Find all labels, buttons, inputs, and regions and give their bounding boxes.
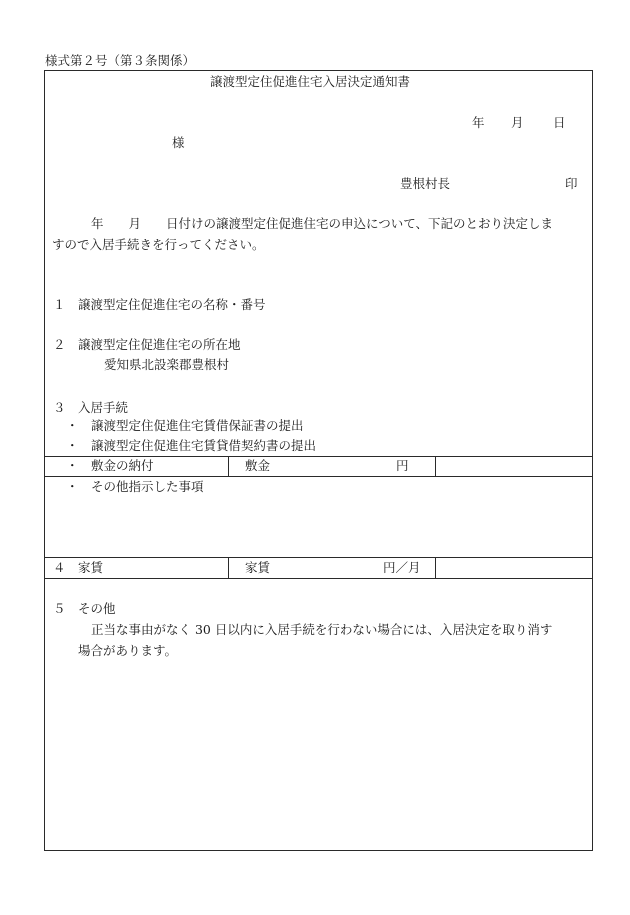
item4-label: 家賃 xyxy=(78,560,104,575)
item1-number: １ xyxy=(53,297,66,312)
item3-number: ３ xyxy=(53,400,66,415)
rent-row-divider-2 xyxy=(435,557,436,578)
rent-row-bottom-border xyxy=(44,578,593,579)
item2-number: ２ xyxy=(53,337,66,352)
item3-label: 入居手続 xyxy=(78,400,129,415)
item5-text-line2: 場合があります。 xyxy=(78,643,178,658)
item5-number: ５ xyxy=(53,601,66,616)
deposit-field-label: 敷金 xyxy=(245,458,271,473)
deposit-row-top-border xyxy=(44,456,593,457)
body-text-line1: 年 月 日付けの譲渡型定住促進住宅の申込について、下記のとおり決定しま xyxy=(91,216,554,231)
form-number: 様式第２号（第３条関係） xyxy=(45,53,196,68)
deposit-unit: 円 xyxy=(396,458,409,473)
rent-row-divider-1 xyxy=(228,557,229,578)
document-title: 譲渡型定住促進住宅入居決定通知書 xyxy=(210,74,411,89)
item2-address: 愛知県北設楽郡豊根村 xyxy=(104,357,230,372)
issuer-name: 豊根村長 xyxy=(400,176,451,191)
item3-bullet-guarantee: ・ 譲渡型定住促進住宅賃借保証書の提出 xyxy=(66,418,304,433)
item3-bullet-lease: ・ 譲渡型定住促進住宅賃貸借契約書の提出 xyxy=(66,438,317,453)
rent-field-label: 家賃 xyxy=(245,560,271,575)
deposit-row-bottom-border xyxy=(44,476,593,477)
date-year-label: 年 xyxy=(472,115,485,130)
body-text-line2: すので入居手続きを行ってください。 xyxy=(52,237,265,252)
item5-label: その他 xyxy=(78,601,116,616)
item4-number: ４ xyxy=(53,560,66,575)
item1-label: 譲渡型定住促進住宅の名称・番号 xyxy=(78,297,266,312)
date-day-label: 日 xyxy=(553,115,566,130)
rent-unit: 円／月 xyxy=(383,560,421,575)
seal-mark: 印 xyxy=(565,176,578,191)
deposit-row-label: ・ 敷金の納付 xyxy=(66,458,154,473)
deposit-notes-field[interactable] xyxy=(440,458,588,474)
other-instructions-field[interactable] xyxy=(50,500,588,552)
rent-row-top-border xyxy=(44,557,593,558)
deposit-row-divider-2 xyxy=(435,456,436,476)
addressee-suffix: 様 xyxy=(172,135,185,150)
item3-other-instructions: ・ その他指示した事項 xyxy=(66,479,204,494)
item5-text-line1: 正当な事由がなく 30 日以内に入居手続を行わない場合には、入居決定を取り消す xyxy=(91,622,553,637)
rent-notes-field[interactable] xyxy=(440,560,588,576)
item2-label: 譲渡型定住促進住宅の所在地 xyxy=(78,337,241,352)
deposit-row-divider-1 xyxy=(228,456,229,476)
date-month-label: 月 xyxy=(511,115,524,130)
